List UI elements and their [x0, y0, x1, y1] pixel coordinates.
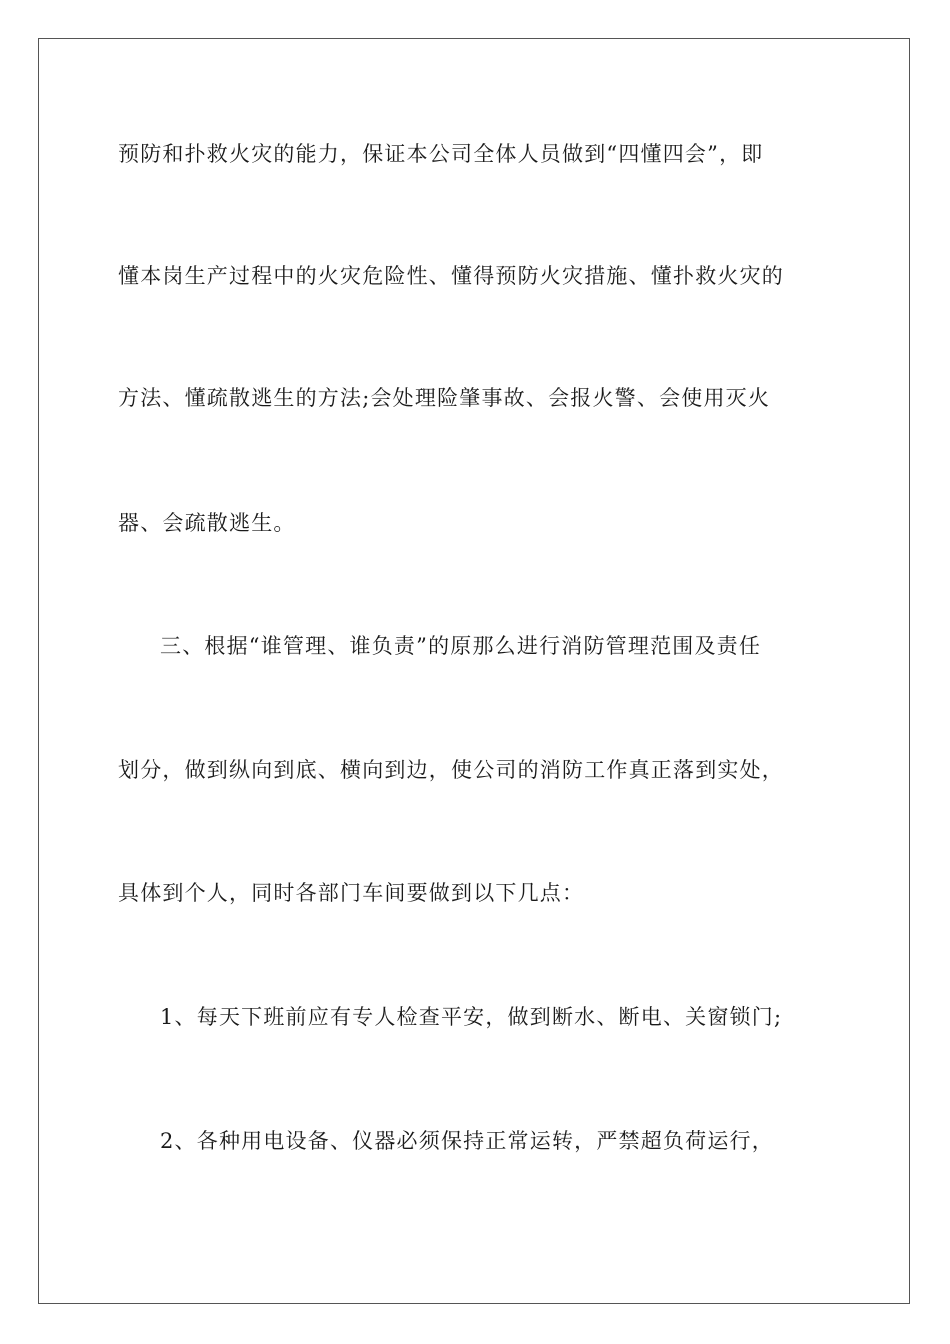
- list-item-2: 2、各种用电设备、仪器必须保持正常运转，严禁超负荷运行，: [160, 1129, 774, 1153]
- list-item-1: 1、每天下班前应有专人检查平安，做到断水、断电、关窗锁门;: [160, 1005, 783, 1029]
- paragraph-line: 方法、懂疏散逃生的方法;会处理险肇事故、会报火警、会使用灭火: [118, 386, 771, 410]
- section-heading-line: 三、根据“谁管理、谁负责”的原那么进行消防管理范围及责任: [160, 634, 762, 658]
- paragraph-line: 具体到个人，同时各部门车间要做到以下几点：: [118, 881, 585, 905]
- paragraph-line: 划分，做到纵向到底、横向到边，使公司的消防工作真正落到实处，: [118, 758, 784, 782]
- paragraph-line: 器、会疏散逃生。: [118, 511, 296, 535]
- paragraph-line: 预防和扑救火灾的能力，保证本公司全体人员做到“四懂四会”，即: [118, 142, 764, 166]
- paragraph-line: 懂本岗生产过程中的火灾危险性、懂得预防火灾措施、懂扑救火灾的: [118, 264, 784, 288]
- page-border: [38, 38, 910, 1304]
